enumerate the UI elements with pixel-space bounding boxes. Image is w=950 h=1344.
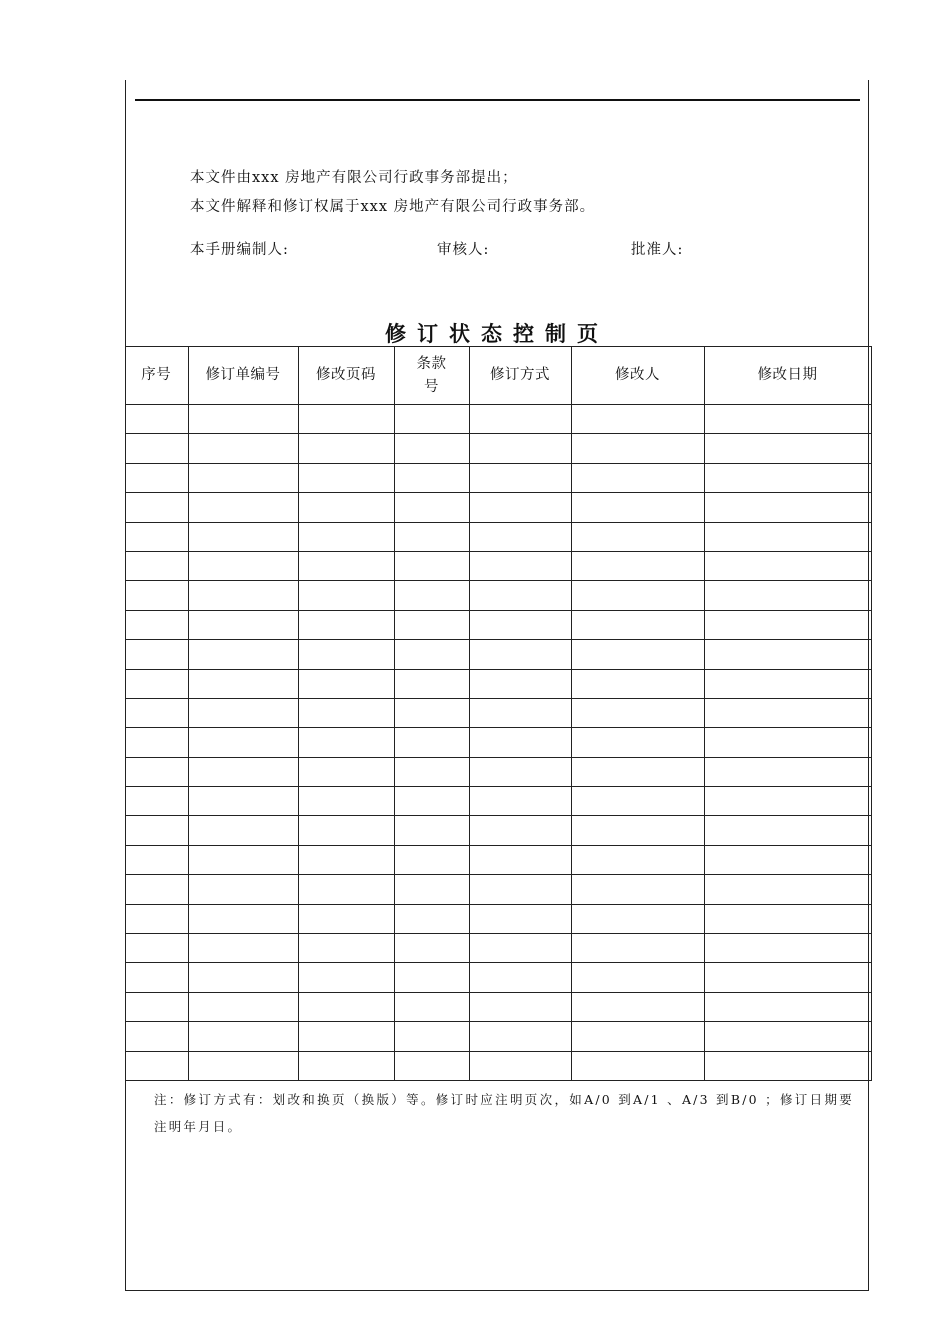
table-cell[interactable]	[469, 992, 571, 1021]
table-cell[interactable]	[125, 610, 188, 639]
table-row	[125, 434, 871, 463]
table-cell[interactable]	[298, 992, 394, 1021]
table-cell[interactable]	[298, 787, 394, 816]
table-cell[interactable]	[125, 757, 188, 786]
table-cell[interactable]	[125, 669, 188, 698]
table-cell[interactable]	[188, 551, 298, 580]
table-cell[interactable]	[125, 992, 188, 1021]
table-cell[interactable]	[394, 845, 469, 874]
table-cell[interactable]	[571, 434, 704, 463]
table-cell[interactable]	[394, 522, 469, 551]
table-row	[125, 1051, 871, 1080]
table-cell[interactable]	[704, 698, 871, 727]
table-cell[interactable]	[571, 405, 704, 434]
table-row	[125, 728, 871, 757]
table-cell[interactable]	[188, 1022, 298, 1051]
table-cell[interactable]	[704, 610, 871, 639]
table-cell[interactable]	[469, 1022, 571, 1051]
table-cell[interactable]	[298, 463, 394, 492]
table-cell[interactable]	[125, 875, 188, 904]
table-cell[interactable]	[188, 463, 298, 492]
table-cell[interactable]	[571, 493, 704, 522]
table-cell[interactable]	[469, 522, 571, 551]
table-cell[interactable]	[469, 1051, 571, 1080]
table-cell[interactable]	[125, 522, 188, 551]
table-cell[interactable]	[469, 934, 571, 963]
table-row	[125, 493, 871, 522]
table-cell[interactable]	[394, 875, 469, 904]
col-header-seq: 序号	[125, 347, 188, 405]
table-cell[interactable]	[188, 875, 298, 904]
table-cell[interactable]	[188, 610, 298, 639]
table-cell[interactable]	[125, 787, 188, 816]
table-cell[interactable]	[125, 405, 188, 434]
table-cell[interactable]	[704, 934, 871, 963]
table-cell[interactable]	[188, 904, 298, 933]
table-cell[interactable]	[298, 963, 394, 992]
table-cell[interactable]	[469, 434, 571, 463]
page-title: 修订状态控制页	[385, 322, 609, 346]
table-cell[interactable]	[394, 405, 469, 434]
table-cell[interactable]	[394, 1022, 469, 1051]
table-cell[interactable]	[125, 1051, 188, 1080]
table-row	[125, 698, 871, 727]
table-cell[interactable]	[469, 640, 571, 669]
table-cell[interactable]	[188, 493, 298, 522]
table-row	[125, 463, 871, 492]
table-cell[interactable]	[298, 934, 394, 963]
table-row	[125, 640, 871, 669]
table-cell[interactable]	[298, 551, 394, 580]
table-cell[interactable]	[469, 875, 571, 904]
table-cell[interactable]	[469, 551, 571, 580]
table-cell[interactable]	[188, 816, 298, 845]
table-cell[interactable]	[469, 698, 571, 727]
table-cell[interactable]	[704, 845, 871, 874]
table-cell[interactable]	[298, 581, 394, 610]
table-cell[interactable]	[394, 463, 469, 492]
table-row	[125, 669, 871, 698]
table-cell[interactable]	[188, 434, 298, 463]
table-cell[interactable]	[394, 640, 469, 669]
table-cell[interactable]	[571, 757, 704, 786]
table-cell[interactable]	[125, 904, 188, 933]
table-cell[interactable]	[394, 757, 469, 786]
table-row	[125, 904, 871, 933]
table-cell[interactable]	[571, 963, 704, 992]
table-cell[interactable]	[394, 963, 469, 992]
table-cell[interactable]	[125, 581, 188, 610]
table-cell[interactable]	[469, 669, 571, 698]
table-cell[interactable]	[704, 904, 871, 933]
table-cell[interactable]	[188, 405, 298, 434]
table-cell[interactable]	[125, 463, 188, 492]
table-cell[interactable]	[704, 728, 871, 757]
table-cell[interactable]	[571, 904, 704, 933]
table-cell[interactable]	[469, 728, 571, 757]
revision-table	[125, 346, 872, 1081]
table-cell[interactable]	[571, 463, 704, 492]
table-cell[interactable]	[571, 875, 704, 904]
col-header-date: 修改日期	[704, 347, 871, 405]
table-cell[interactable]	[125, 728, 188, 757]
table-cell[interactable]	[188, 1051, 298, 1080]
table-cell[interactable]	[298, 522, 394, 551]
table-cell[interactable]	[571, 698, 704, 727]
table-row	[125, 522, 871, 551]
table-cell[interactable]	[394, 728, 469, 757]
table-cell[interactable]	[394, 1051, 469, 1080]
table-cell[interactable]	[188, 640, 298, 669]
table-cell[interactable]	[188, 669, 298, 698]
table-cell[interactable]	[188, 728, 298, 757]
table-cell[interactable]	[394, 816, 469, 845]
table-cell[interactable]	[125, 845, 188, 874]
table-row	[125, 581, 871, 610]
table-cell[interactable]	[188, 757, 298, 786]
table-cell[interactable]	[571, 1022, 704, 1051]
table-cell[interactable]	[469, 405, 571, 434]
table-cell[interactable]	[188, 787, 298, 816]
table-row	[125, 1022, 871, 1051]
table-cell[interactable]	[125, 1022, 188, 1051]
table-cell[interactable]	[394, 581, 469, 610]
table-row	[125, 610, 871, 639]
table-cell[interactable]	[571, 934, 704, 963]
table-row	[125, 816, 871, 845]
table-cell[interactable]	[571, 787, 704, 816]
table-row	[125, 405, 871, 434]
table-row	[125, 757, 871, 786]
reviewer-label: 审核人:	[437, 242, 490, 258]
table-cell[interactable]	[704, 992, 871, 1021]
table-cell[interactable]	[571, 610, 704, 639]
col-header-page-no: 修改页码	[298, 347, 394, 405]
table-cell[interactable]	[298, 816, 394, 845]
table-cell[interactable]	[571, 522, 704, 551]
table-cell[interactable]	[188, 934, 298, 963]
table-cell[interactable]	[469, 463, 571, 492]
table-cell[interactable]	[704, 816, 871, 845]
table-cell[interactable]	[125, 816, 188, 845]
table-row	[125, 992, 871, 1021]
table-cell[interactable]	[298, 669, 394, 698]
table-cell[interactable]	[704, 787, 871, 816]
approver-label: 批准人:	[631, 242, 684, 258]
table-cell[interactable]	[571, 581, 704, 610]
table-row	[125, 963, 871, 992]
table-row	[125, 551, 871, 580]
table-cell[interactable]	[571, 816, 704, 845]
table-cell[interactable]	[188, 581, 298, 610]
table-cell[interactable]	[125, 934, 188, 963]
table-cell[interactable]	[704, 463, 871, 492]
table-cell[interactable]	[394, 934, 469, 963]
table-row	[125, 787, 871, 816]
table-cell[interactable]	[704, 1051, 871, 1080]
table-cell[interactable]	[571, 669, 704, 698]
table-cell[interactable]	[571, 992, 704, 1021]
table-cell[interactable]	[125, 963, 188, 992]
table-cell[interactable]	[571, 551, 704, 580]
table-cell[interactable]	[704, 757, 871, 786]
header-rule	[135, 99, 860, 101]
table-cell[interactable]	[188, 698, 298, 727]
table-cell[interactable]	[394, 434, 469, 463]
table-cell[interactable]	[298, 1022, 394, 1051]
table-cell[interactable]	[188, 963, 298, 992]
revision-note: 注：修订方式有：划改和换页（换版）等。修订时应注明页次，如A/0 到A/1 、A/3 到B/0 ；修订日期要注明年月日。	[154, 1092, 854, 1134]
table-cell[interactable]	[704, 669, 871, 698]
table-cell[interactable]	[298, 728, 394, 757]
table-cell[interactable]	[704, 640, 871, 669]
col-header-method: 修订方式	[469, 347, 571, 405]
proposer-statement: 本文件由xxx 房地产有限公司行政事务部提出；	[190, 170, 518, 186]
table-cell[interactable]	[394, 610, 469, 639]
table-cell[interactable]	[571, 845, 704, 874]
table-cell[interactable]	[394, 493, 469, 522]
table-cell[interactable]	[704, 963, 871, 992]
table-cell[interactable]	[125, 434, 188, 463]
table-cell[interactable]	[298, 434, 394, 463]
table-row	[125, 934, 871, 963]
table-cell[interactable]	[394, 669, 469, 698]
table-cell[interactable]	[704, 405, 871, 434]
table-cell[interactable]	[394, 551, 469, 580]
table-cell[interactable]	[298, 904, 394, 933]
table-cell[interactable]	[704, 875, 871, 904]
table-cell[interactable]	[394, 904, 469, 933]
table-cell[interactable]	[188, 845, 298, 874]
table-cell[interactable]	[298, 1051, 394, 1080]
table-cell[interactable]	[298, 875, 394, 904]
table-cell[interactable]	[298, 757, 394, 786]
header-row	[125, 347, 871, 405]
table-cell[interactable]	[469, 493, 571, 522]
table-cell[interactable]	[125, 698, 188, 727]
table-cell[interactable]	[394, 698, 469, 727]
table-cell[interactable]	[298, 845, 394, 874]
table-cell[interactable]	[469, 787, 571, 816]
table-cell[interactable]	[298, 698, 394, 727]
table-cell[interactable]	[298, 405, 394, 434]
table-cell[interactable]	[571, 640, 704, 669]
table-row	[125, 875, 871, 904]
table-cell[interactable]	[469, 963, 571, 992]
table-cell[interactable]	[571, 1051, 704, 1080]
table-cell[interactable]	[469, 845, 571, 874]
table-cell[interactable]	[571, 728, 704, 757]
compiler-label: 本手册编制人:	[190, 242, 289, 258]
table-cell[interactable]	[188, 992, 298, 1021]
table-row	[125, 845, 871, 874]
table-cell[interactable]	[469, 610, 571, 639]
table-cell[interactable]	[298, 610, 394, 639]
col-header-clause-no: 条款号	[394, 347, 469, 405]
table-cell[interactable]	[394, 992, 469, 1021]
col-header-revision-no: 修订单编号	[188, 347, 298, 405]
table-cell[interactable]	[125, 551, 188, 580]
table-cell[interactable]	[469, 904, 571, 933]
table-cell[interactable]	[704, 493, 871, 522]
table-cell[interactable]	[704, 434, 871, 463]
table-cell[interactable]	[704, 522, 871, 551]
table-cell[interactable]	[188, 522, 298, 551]
table-cell[interactable]	[704, 581, 871, 610]
table-cell[interactable]	[298, 640, 394, 669]
table-cell[interactable]	[704, 551, 871, 580]
table-cell[interactable]	[125, 493, 188, 522]
col-header-reviser: 修改人	[571, 347, 704, 405]
table-cell[interactable]	[469, 581, 571, 610]
table-cell[interactable]	[394, 787, 469, 816]
table-cell[interactable]	[298, 493, 394, 522]
table-cell[interactable]	[469, 757, 571, 786]
rights-statement: 本文件解释和修订权属于xxx 房地产有限公司行政事务部。	[190, 199, 596, 215]
table-cell[interactable]	[125, 640, 188, 669]
table-cell[interactable]	[469, 816, 571, 845]
table-cell[interactable]	[704, 1022, 871, 1051]
